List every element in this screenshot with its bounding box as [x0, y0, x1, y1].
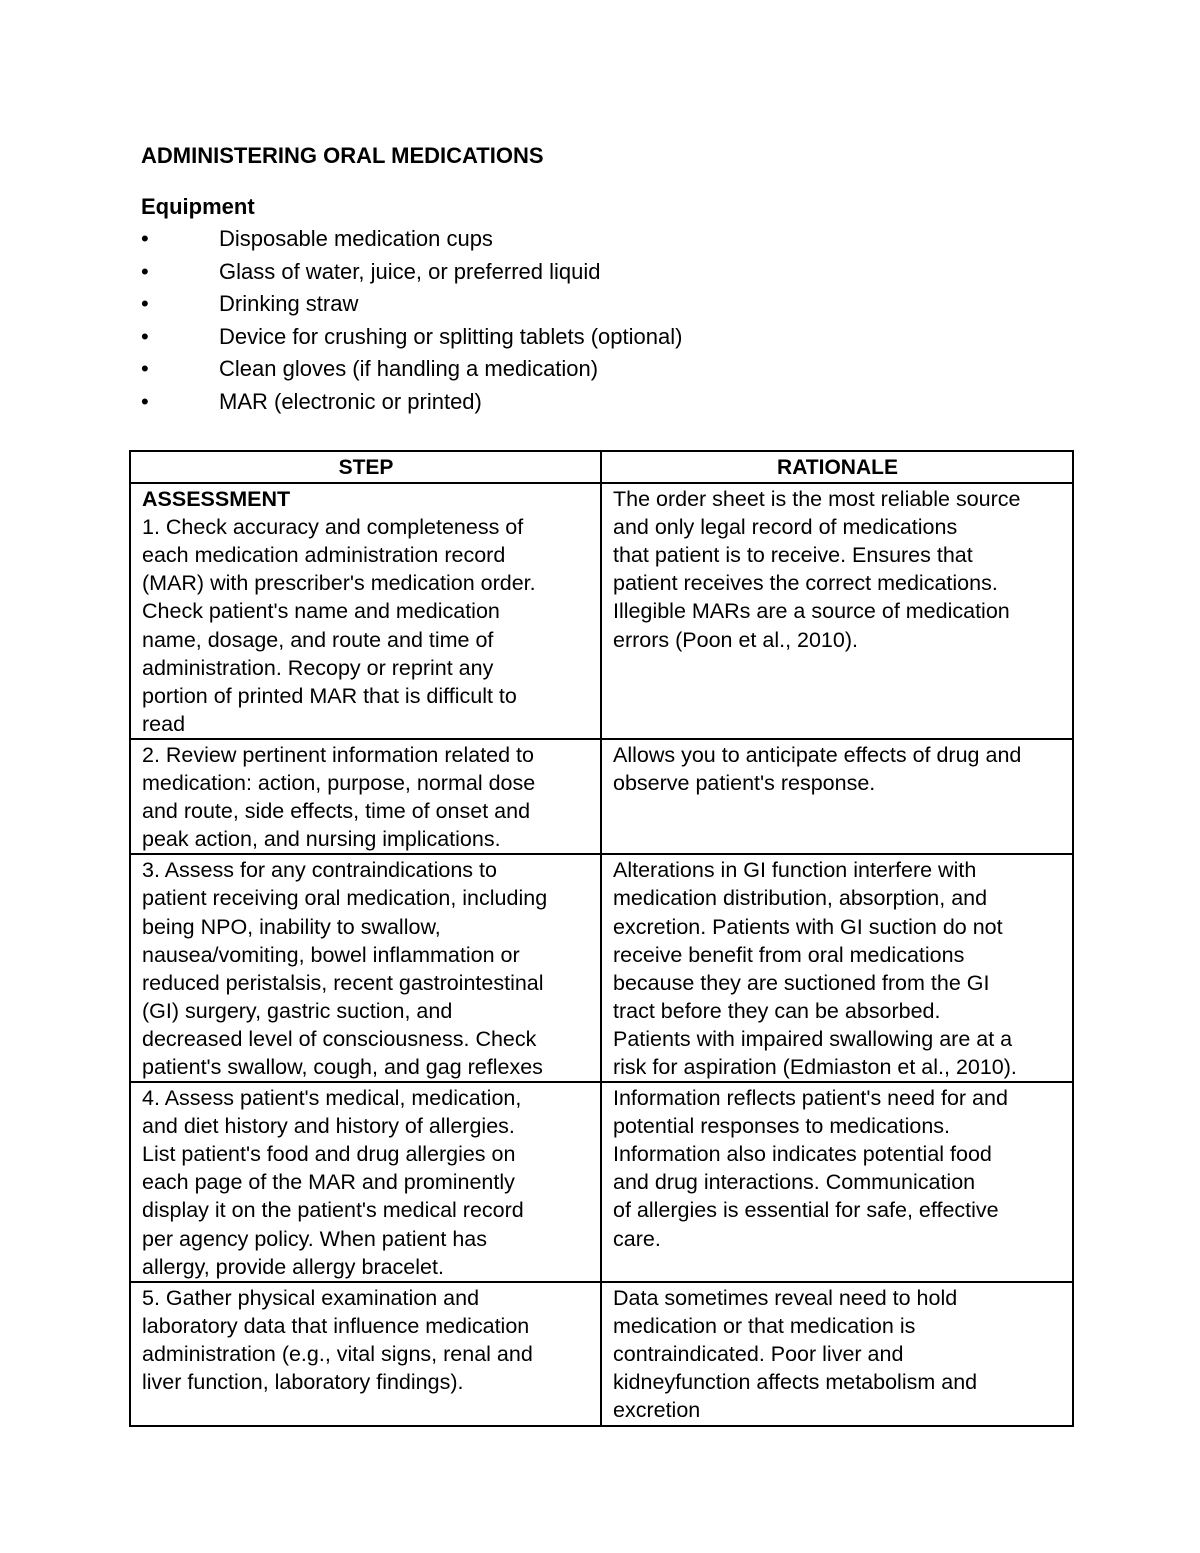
equipment-item-label: Drinking straw: [219, 291, 359, 317]
table-row: [130, 1282, 1073, 1425]
equipment-list: [141, 224, 682, 420]
section-label: ASSESSMENT: [142, 487, 291, 512]
rationale-cell: [601, 1282, 1073, 1425]
step-text: 4. Assess patient's medical, medication, and diet history and history of allergies. List patient's food and drug allergies on each page of the MAR and prominently display it on the patient's medical record per agency policy. When patient has allergy, provide allergy bracelet.: [142, 1086, 524, 1279]
rationale-cell: [601, 854, 1073, 1082]
page-title: ADMINISTERING ORAL MEDICATIONS: [141, 143, 544, 168]
equipment-item: [141, 289, 682, 322]
equipment-item: [141, 257, 682, 290]
equipment-item: [141, 387, 682, 420]
table-row: [130, 854, 1073, 1082]
equipment-item-label: Device for crushing or splitting tablets (optional): [219, 323, 683, 349]
step-text: 2. Review pertinent information related to medication: action, purpose, normal dose and route, side effects, time of onset and peak action, and nursing implications.: [142, 742, 536, 852]
bullet-icon: •: [141, 323, 149, 349]
step-text: 1. Check accuracy and completeness of each medication administration record (MAR) with prescriber's medication order. Check patient's name and medication name, dosage, and route and time of administration. Recopy or reprint any portion of printed MAR that is difficult to read: [142, 515, 536, 736]
rationale-text: The order sheet is the most reliable source and only legal record of medications that patient is to receive. Ensures that patient receives the correct medications. Illegible MARs are a source of medication errors (Poon et al., 2010).: [613, 487, 1021, 652]
step-text: 5. Gather physical examination and laboratory data that influence medication administration (e.g., vital signs, renal and liver function, laboratory findings).: [142, 1286, 533, 1395]
table-row: [130, 1082, 1073, 1282]
equipment-item-label: Disposable medication cups: [219, 226, 493, 251]
equipment-item-label: MAR (electronic or printed): [219, 388, 482, 414]
step-cell: [130, 483, 601, 739]
bullet-icon: •: [141, 258, 149, 284]
rationale-text: Allows you to anticipate effects of drug and observe patient's response.: [613, 742, 1022, 796]
equipment-heading: Equipment: [141, 194, 255, 219]
step-cell: [130, 1282, 601, 1425]
step-text: 3. Assess for any contraindications to patient receiving oral medication, including being NPO, inability to swallow, nausea/vomiting, bowel inflammation or reduced peristalsis, recent gastrointestinal (GI) surgery, gastric suction, and decreased level of consciousness. Check patient's swallow, cough, and gag reflexes: [142, 858, 548, 1079]
equipment-item-label: Glass of water, juice, or preferred liquid: [219, 258, 601, 284]
rationale-text: Information reflects patient's need for and potential responses to medications. Information also indicates potential food and drug interactions. Communication of allergies is essential for safe, effective care.: [613, 1086, 1008, 1251]
rationale-text: Alterations in GI function interfere with medication distribution, absorption, and excretion. Patients with GI suction do not receive benefit from oral medications because they are suctioned from the GI tract before they can be absorbed. Patients with impaired swallowing are at a risk for aspiration (Edmiaston et al., 2010).: [613, 858, 1017, 1079]
step-cell: [130, 1082, 601, 1282]
column-header-step: STEP: [130, 451, 601, 483]
equipment-item: [141, 224, 682, 257]
table-header-row: [130, 451, 1073, 483]
bullet-icon: •: [141, 356, 149, 382]
rationale-text: Data sometimes reveal need to hold medication or that medication is contraindicated. Poor liver and kidneyfunction affects metabolism and excretion: [613, 1286, 978, 1423]
table-row: [130, 739, 1073, 854]
procedure-table: [129, 450, 1074, 1427]
bullet-icon: •: [141, 291, 149, 317]
bullet-icon: •: [141, 226, 149, 251]
step-cell: [130, 739, 601, 854]
equipment-item: [141, 354, 682, 387]
equipment-item-label: Clean gloves (if handling a medication): [219, 356, 599, 382]
equipment-item: [141, 322, 682, 355]
rationale-cell: [601, 1082, 1073, 1282]
rationale-cell: [601, 739, 1073, 854]
step-cell: [130, 854, 601, 1082]
column-header-rationale: RATIONALE: [601, 451, 1073, 483]
rationale-cell: [601, 483, 1073, 739]
table-row: [130, 483, 1073, 739]
bullet-icon: •: [141, 388, 149, 414]
